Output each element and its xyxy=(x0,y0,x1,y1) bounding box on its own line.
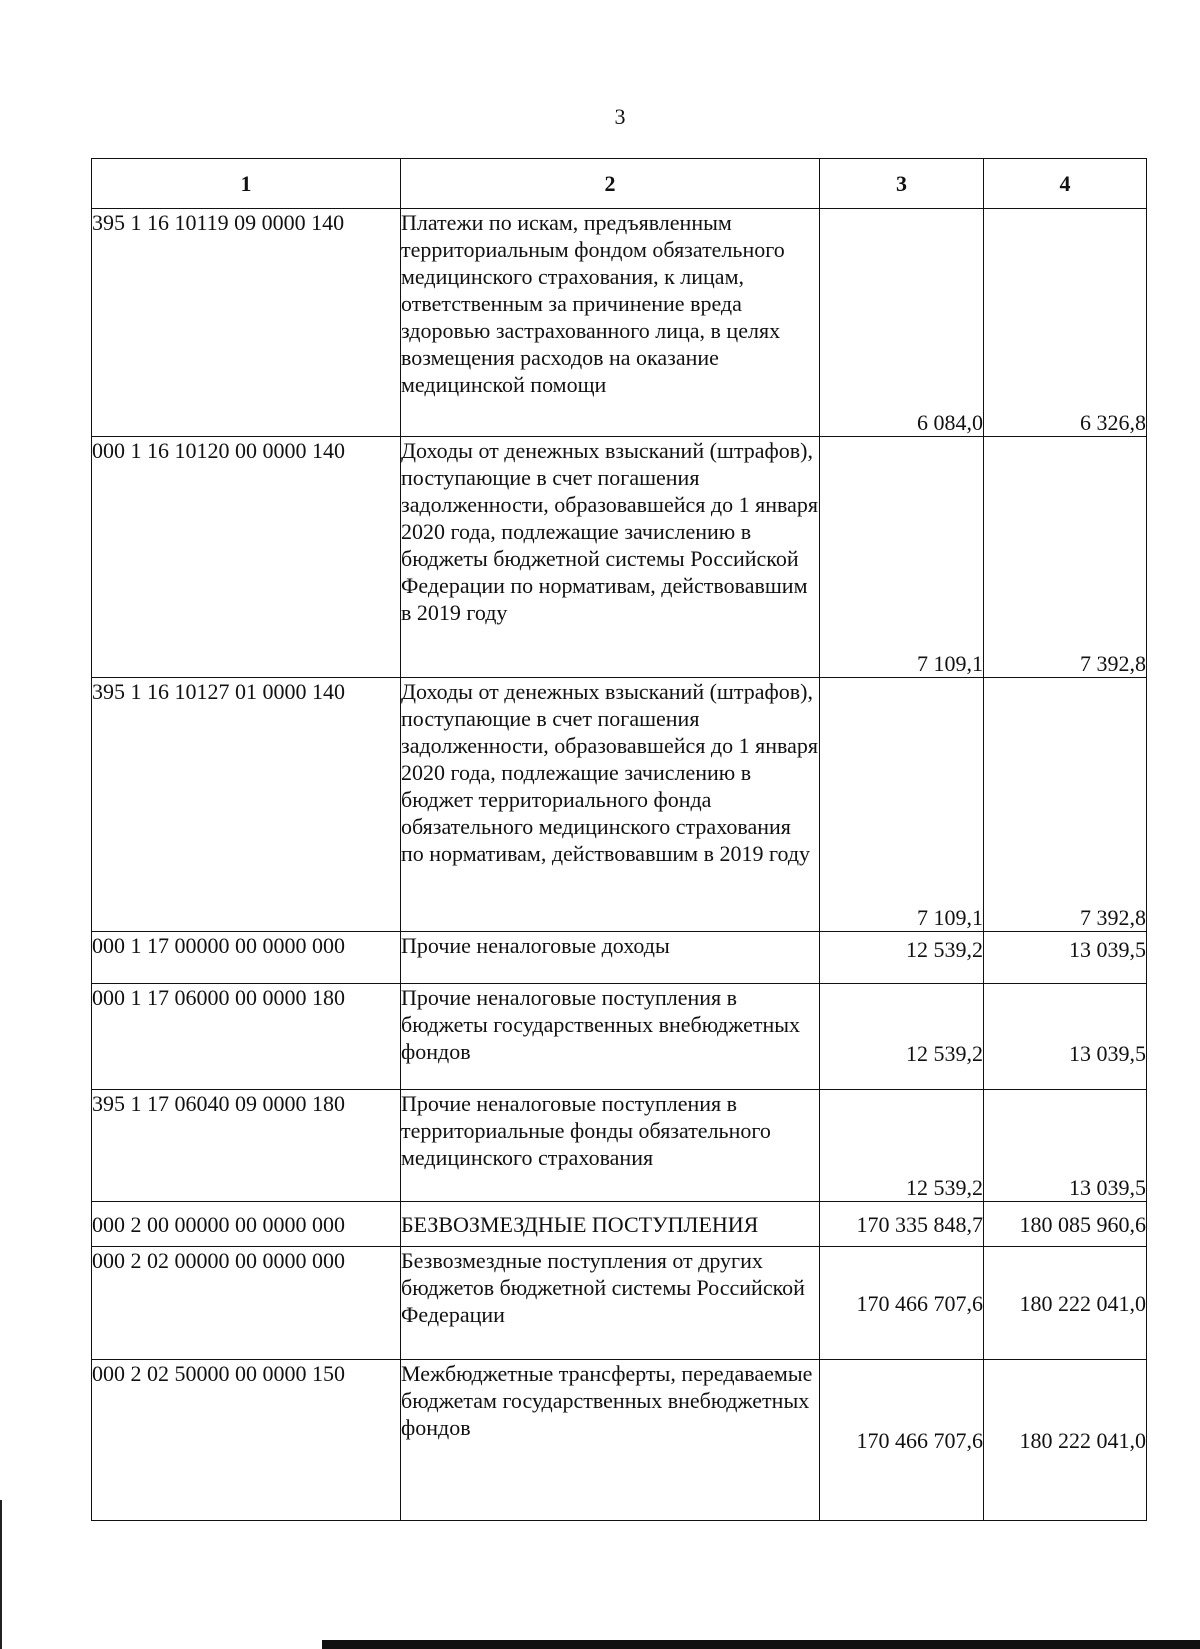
table-row xyxy=(92,209,1147,437)
row-description: Доходы от денежных взысканий (штрафов), поступающие в счет погашения задолженности, образовавшейся до 1 января 2020 года, подлежащие зачислению в бюджет территориального фонда обязательного медицинского страхования по нормативам, действовавшим в 2019 году xyxy=(401,678,820,932)
value-column-3: 12 539,2 xyxy=(820,932,984,984)
column-header-3: 3 xyxy=(820,159,984,209)
budget-code: 000 1 16 10120 00 0000 140 xyxy=(92,437,401,678)
row-description: Прочие неналоговые доходы xyxy=(401,932,820,984)
value-column-4: 6 326,8 xyxy=(984,209,1147,437)
value-column-3: 7 109,1 xyxy=(820,437,984,678)
value-column-3: 12 539,2 xyxy=(820,984,984,1090)
table-row xyxy=(92,984,1147,1090)
budget-code: 395 1 16 10127 01 0000 140 xyxy=(92,678,401,932)
value-column-4: 180 085 960,6 xyxy=(984,1202,1147,1247)
budget-code: 000 1 17 06000 00 0000 180 xyxy=(92,984,401,1090)
budget-code: 000 1 17 00000 00 0000 000 xyxy=(92,932,401,984)
column-header-1: 1 xyxy=(92,159,401,209)
budget-code: 000 2 00 00000 00 0000 000 xyxy=(92,1202,401,1247)
value-column-3: 12 539,2 xyxy=(820,1090,984,1202)
row-description: Платежи по искам, предъявленным территориальным фондом обязательного медицинского страхования, к лицам, ответственным за причинение вреда здоровью застрахованного лица, в целях возмещения расходов на оказание медицинской помощи xyxy=(401,209,820,437)
value-column-4: 7 392,8 xyxy=(984,437,1147,678)
row-description: Межбюджетные трансферты, передаваемые бюджетам государственных внебюджетных фондов xyxy=(401,1360,820,1521)
scan-bottom-bar xyxy=(322,1640,1200,1649)
row-description: Прочие неналоговые поступления в бюджеты государственных внебюджетных фондов xyxy=(401,984,820,1090)
budget-code: 000 2 02 00000 00 0000 000 xyxy=(92,1247,401,1360)
value-column-4: 180 222 041,0 xyxy=(984,1360,1147,1521)
budget-code: 395 1 17 06040 09 0000 180 xyxy=(92,1090,401,1202)
page-number: 3 xyxy=(614,104,626,129)
value-column-3: 170 466 707,6 xyxy=(820,1247,984,1360)
row-description: Доходы от денежных взысканий (штрафов), поступающие в счет погашения задолженности, образовавшейся до 1 января 2020 года, подлежащие зачислению в бюджеты бюджетной системы Российской Федерации по нормативам, действовавшим в 2019 году xyxy=(401,437,820,678)
row-description: Прочие неналоговые поступления в территориальные фонды обязательного медицинского страхования xyxy=(401,1090,820,1202)
table-row xyxy=(92,1090,1147,1202)
value-column-4: 13 039,5 xyxy=(984,932,1147,984)
value-column-4: 180 222 041,0 xyxy=(984,1247,1147,1360)
value-column-3: 170 466 707,6 xyxy=(820,1360,984,1521)
revenue-table xyxy=(91,158,1147,1521)
table-row xyxy=(92,1247,1147,1360)
table-row xyxy=(92,1202,1147,1247)
value-column-3: 170 335 848,7 xyxy=(820,1202,984,1247)
scan-edge-mark xyxy=(0,1500,2,1649)
row-description: БЕЗВОЗМЕЗДНЫЕ ПОСТУПЛЕНИЯ xyxy=(401,1202,820,1247)
value-column-4: 13 039,5 xyxy=(984,984,1147,1090)
table-row xyxy=(92,1360,1147,1521)
table-row xyxy=(92,437,1147,678)
budget-code: 395 1 16 10119 09 0000 140 xyxy=(92,209,401,437)
table-row xyxy=(92,932,1147,984)
table-row xyxy=(92,678,1147,932)
column-header-2: 2 xyxy=(401,159,820,209)
budget-code: 000 2 02 50000 00 0000 150 xyxy=(92,1360,401,1521)
table-header-row xyxy=(92,159,1147,209)
value-column-4: 7 392,8 xyxy=(984,678,1147,932)
value-column-3: 7 109,1 xyxy=(820,678,984,932)
row-description: Безвозмездные поступления от других бюджетов бюджетной системы Российской Федерации xyxy=(401,1247,820,1360)
value-column-4: 13 039,5 xyxy=(984,1090,1147,1202)
column-header-4: 4 xyxy=(984,159,1147,209)
value-column-3: 6 084,0 xyxy=(820,209,984,437)
